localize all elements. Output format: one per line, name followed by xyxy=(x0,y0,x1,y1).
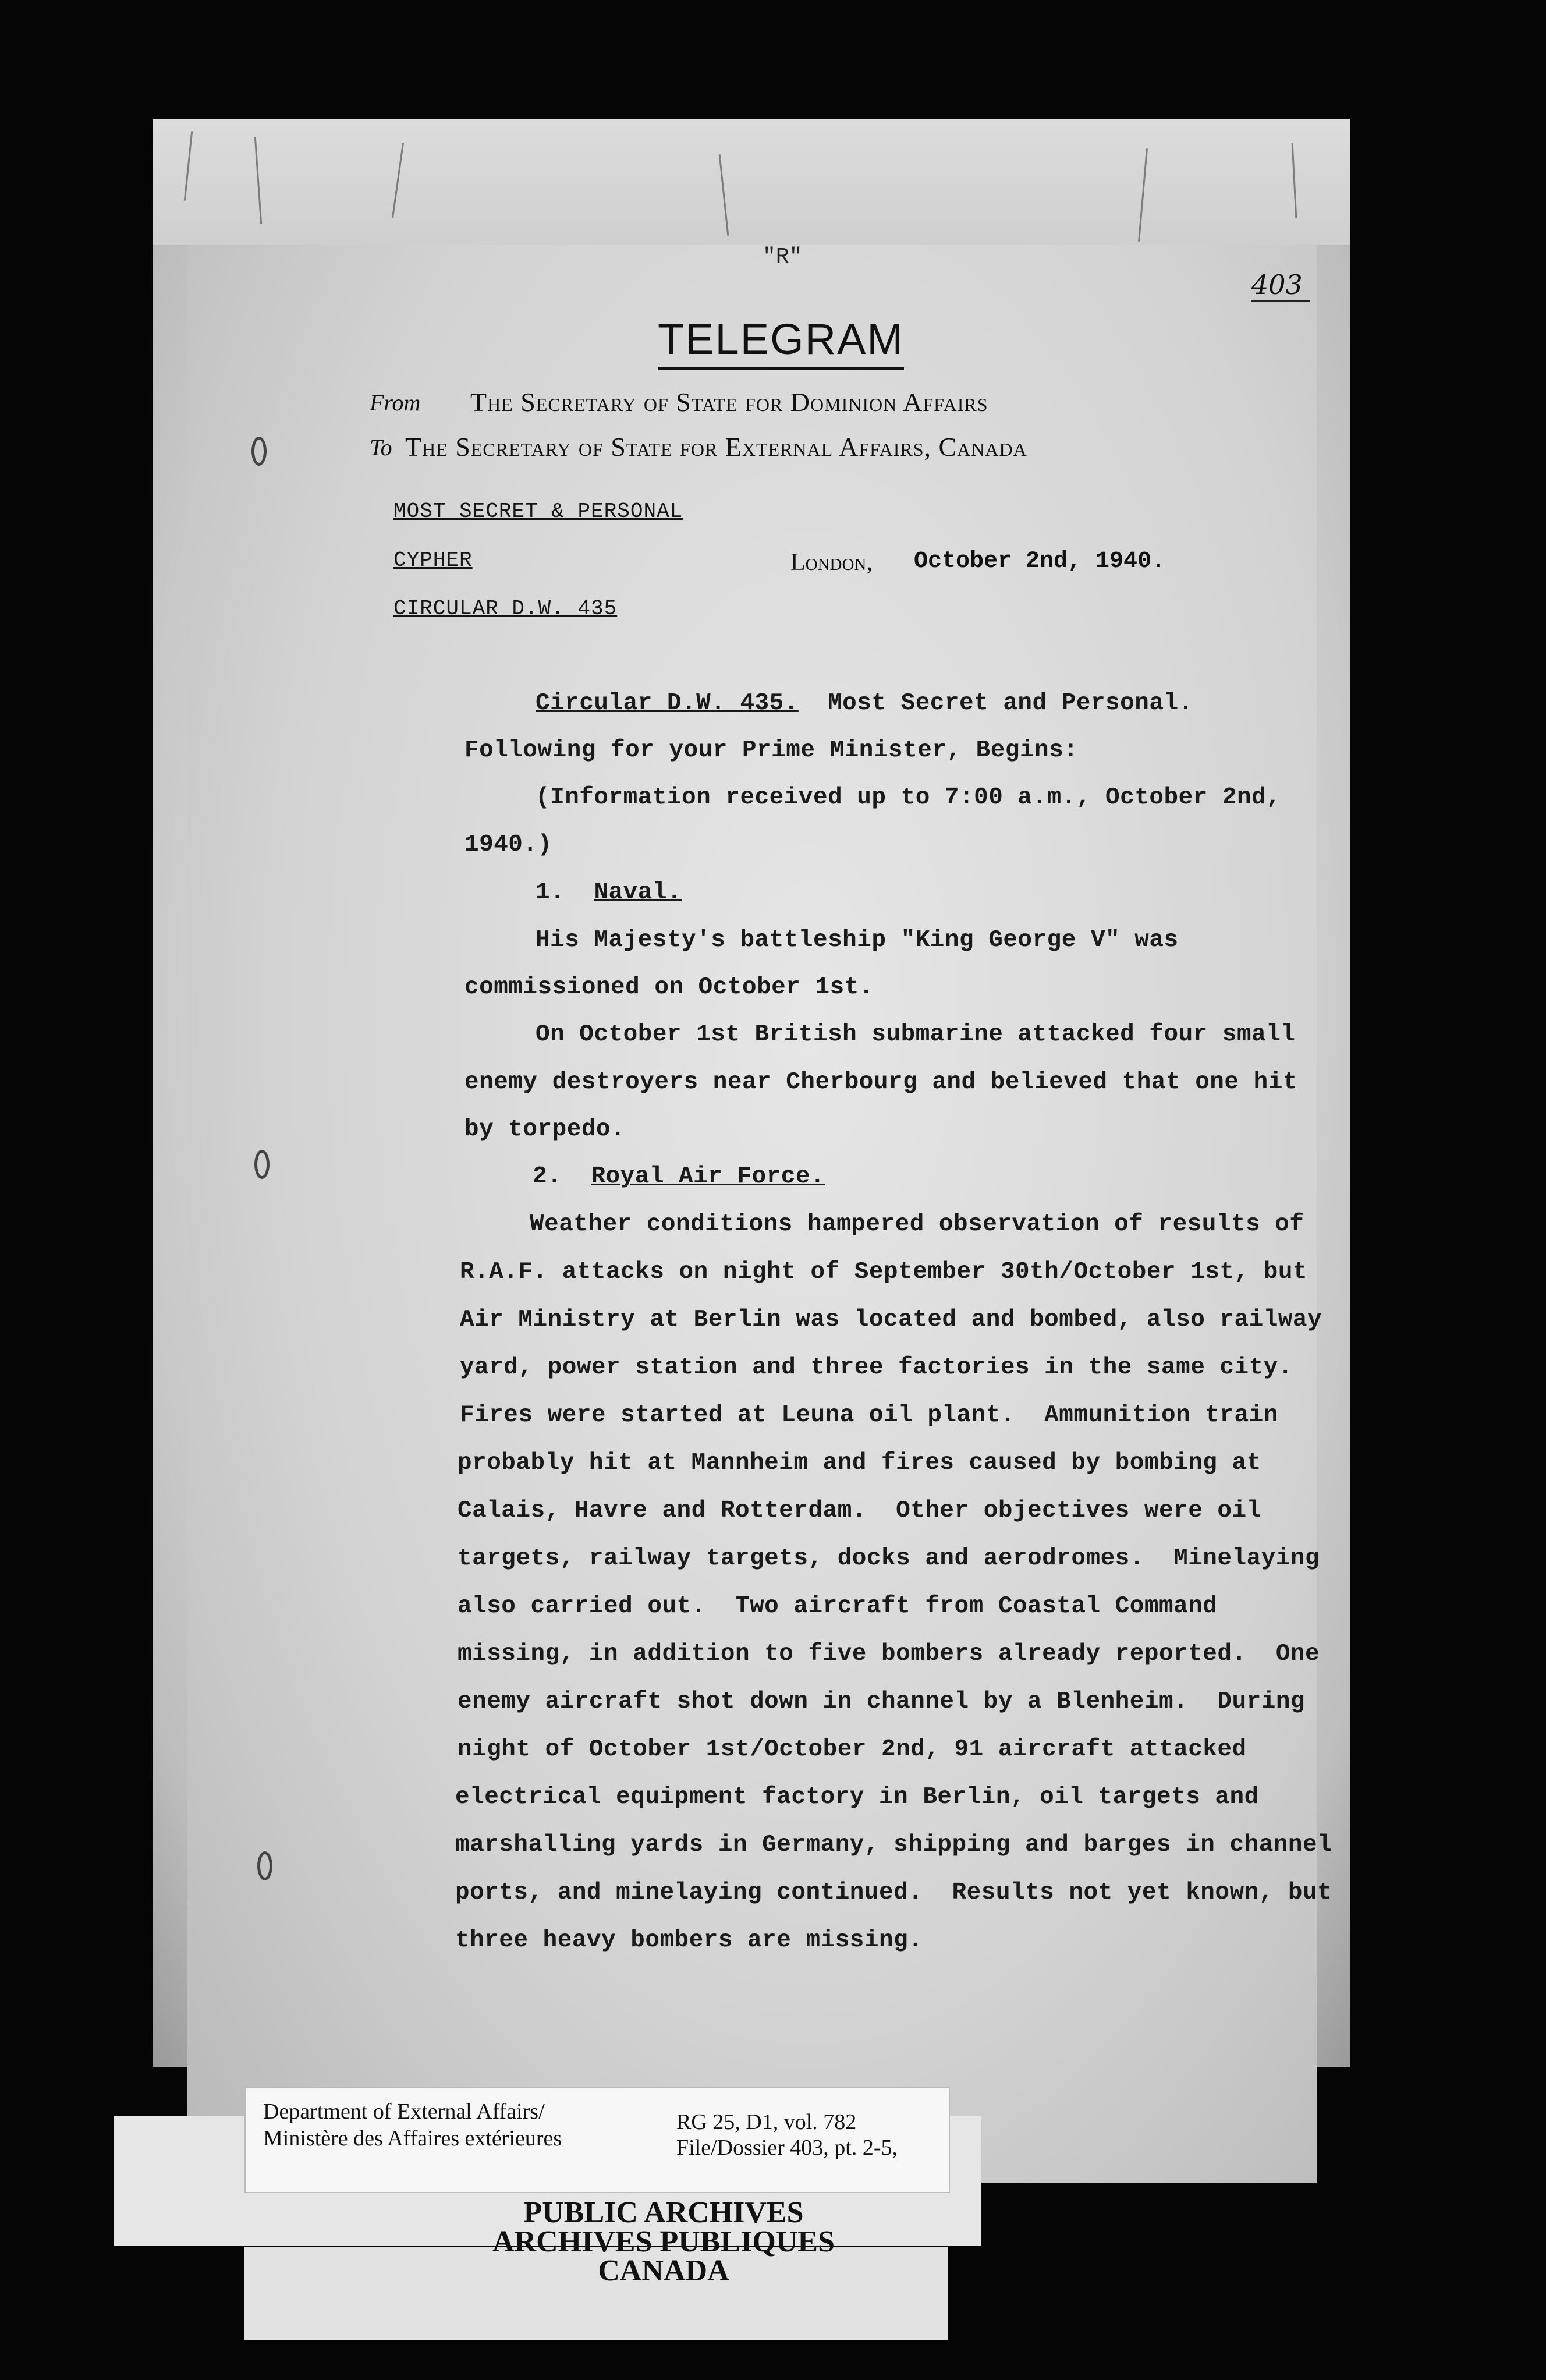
body-line: missing, in addition to five bombers already reported. One xyxy=(458,1641,1320,1667)
body-line: enemy destroyers near Cherbourg and believed that one hit xyxy=(464,1069,1297,1096)
body-line: His Majesty's battleship "King George V" was xyxy=(536,927,1179,954)
archives-stamp-line1: PUBLIC ARCHIVES xyxy=(523,2196,804,2229)
to-label: To xyxy=(370,434,392,461)
body-line: by torpedo. xyxy=(464,1116,626,1143)
section-title: Naval. xyxy=(594,879,682,906)
classification-secret: MOST SECRET & PERSONAL xyxy=(393,500,683,523)
punch-hole-mark xyxy=(254,1150,270,1179)
section-heading-line xyxy=(536,879,682,906)
department-english: Department of External Affairs/ xyxy=(263,2099,545,2124)
body-line: three heavy bombers are missing. xyxy=(455,1927,923,1954)
body-line: probably hit at Mannheim and fires caused by bombing at xyxy=(458,1450,1261,1476)
classification-cypher: CYPHER xyxy=(393,548,473,572)
body-line: On October 1st British submarine attacked four small xyxy=(536,1021,1296,1048)
body-line: night of October 1st/October 2nd, 91 aircraft attacked xyxy=(458,1736,1247,1763)
section-heading-line xyxy=(533,1163,825,1190)
section-number: 1. xyxy=(536,879,565,906)
from-text: The Secretary of State for Dominion Affairs xyxy=(470,387,988,417)
from-label: From xyxy=(370,389,421,416)
body-line: electrical equipment factory in Berlin, oil targets and xyxy=(455,1784,1259,1811)
body-line: marshalling yards in Germany, shipping and barges in channel xyxy=(455,1832,1332,1858)
body-line: R.A.F. attacks on night of September 30th/October 1st, but xyxy=(460,1259,1308,1285)
circular-reference-line xyxy=(536,690,1193,717)
file-dossier: File/Dossier 403, pt. 2-5, xyxy=(676,2135,898,2160)
section-number: 2. xyxy=(533,1163,562,1190)
body-line: commissioned on October 1st. xyxy=(464,974,874,1001)
body-line: Fires were started at Leuna oil plant. Ammunition train xyxy=(460,1402,1278,1429)
archive-reference-label xyxy=(244,2087,950,2193)
body-line: also carried out. Two aircraft from Coastal Command xyxy=(458,1593,1218,1620)
department-french: Ministère des Affaires extérieures xyxy=(263,2126,562,2151)
archives-stamp-line3: CANADA xyxy=(598,2254,729,2287)
body-line: Following for your Prime Minister, Begins: xyxy=(464,737,1079,764)
classification-circular: CIRCULAR D.W. 435 xyxy=(393,597,618,621)
body-line: Weather conditions hampered observation of results of xyxy=(530,1211,1304,1238)
body-line: Calais, Havre and Rotterdam. Other objectives were oil xyxy=(458,1497,1261,1524)
punch-hole-mark xyxy=(257,1851,272,1880)
date: October 2nd, 1940. xyxy=(914,548,1166,575)
archives-stamp-line2: ARCHIVES PUBLIQUES xyxy=(492,2225,835,2258)
restricted-mark: "R" xyxy=(763,245,803,270)
body-line: enemy aircraft shot down in channel by a Blenheim. During xyxy=(458,1688,1306,1715)
body-line: targets, railway targets, docks and aerodromes. Minelaying xyxy=(458,1545,1320,1572)
circular-reference: Circular D.W. 435. xyxy=(536,690,799,717)
body-line: (Information received up to 7:00 a.m., October 2nd, xyxy=(536,784,1281,811)
section-title: Royal Air Force. xyxy=(591,1163,825,1190)
punch-hole-mark xyxy=(251,437,267,466)
folio-number: 403 xyxy=(1251,269,1303,300)
body-line: 1940.) xyxy=(464,831,552,858)
place: London, xyxy=(790,549,873,576)
reference-rest: Most Secret and Personal. xyxy=(798,690,1193,717)
folio-underline xyxy=(1251,300,1310,302)
page-top-band xyxy=(153,119,1350,245)
to-text: The Secretary of State for External Affairs, Canada xyxy=(405,432,1027,462)
body-line: ports, and minelaying continued. Results not yet known, but xyxy=(455,1879,1332,1906)
body-line: yard, power station and three factories in the same city. xyxy=(460,1354,1293,1381)
body-line: Air Ministry at Berlin was located and bombed, also railway xyxy=(460,1306,1322,1333)
telegram-title: TELEGRAM xyxy=(658,314,904,370)
record-group: RG 25, D1, vol. 782 xyxy=(676,2110,857,2134)
